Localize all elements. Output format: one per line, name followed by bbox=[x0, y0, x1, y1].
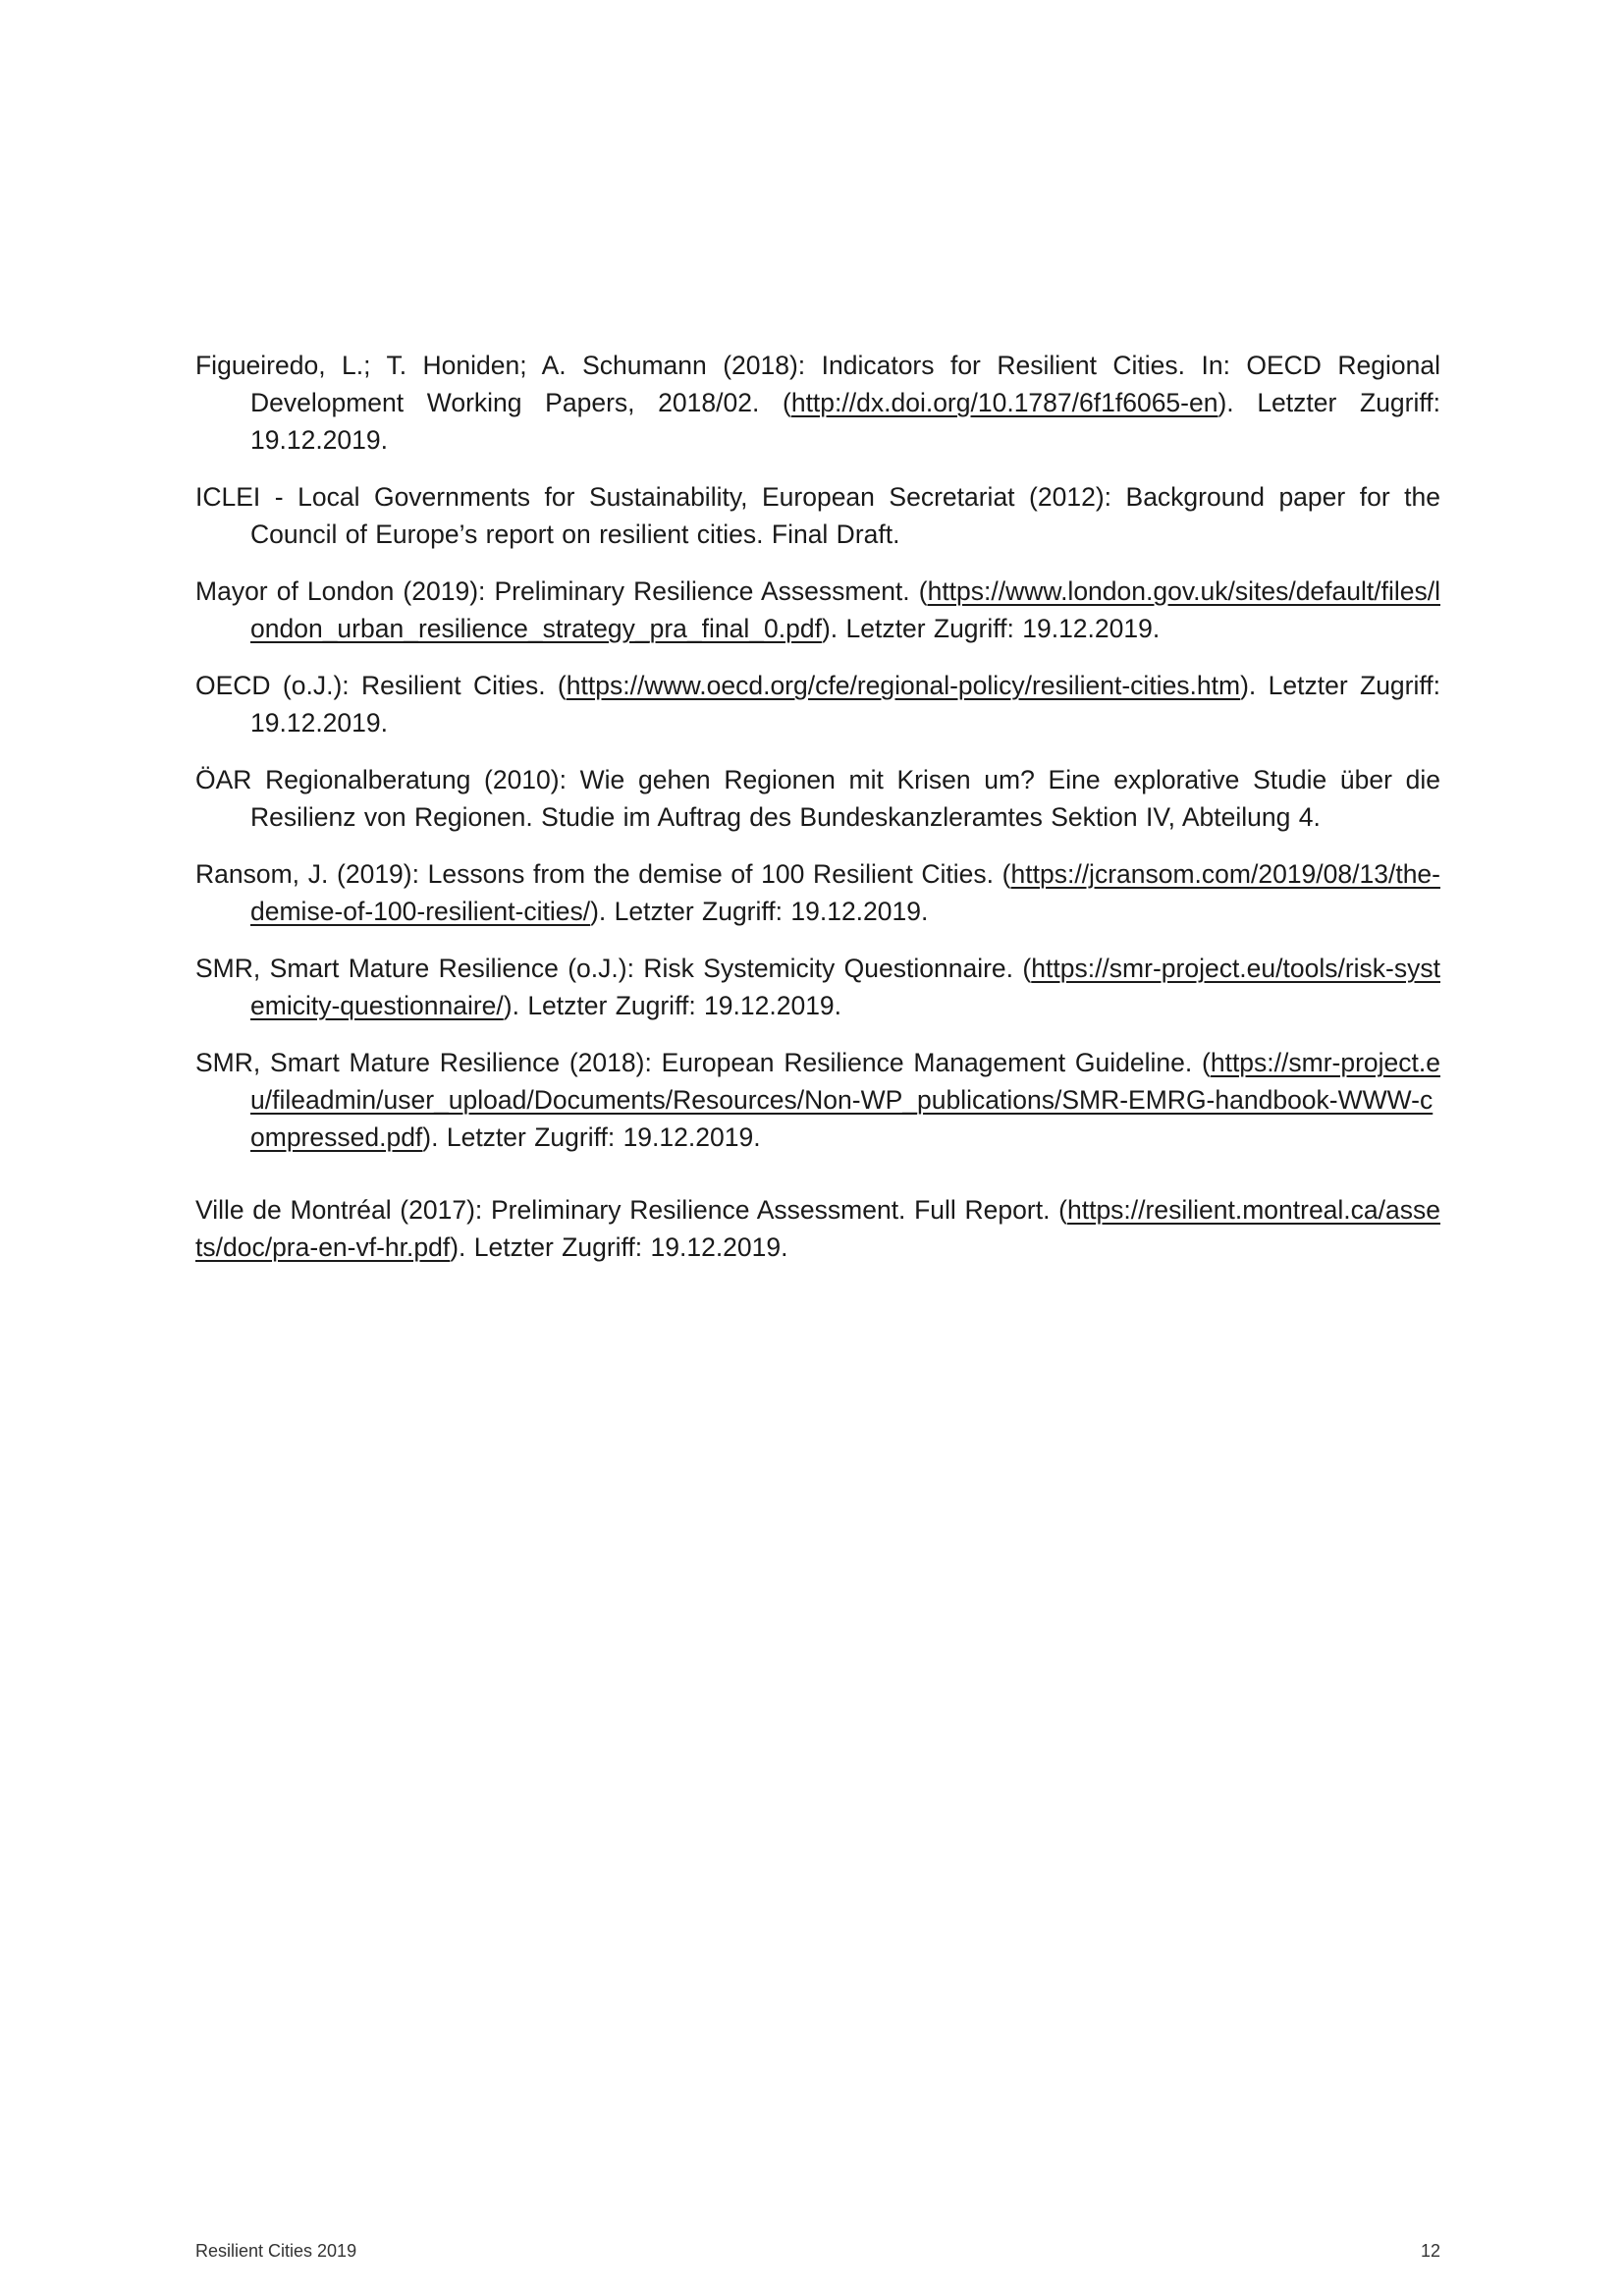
reference-list bbox=[195, 347, 1440, 1285]
reference-text: Ransom, J. (2019): Lessons from the demise of 100 Resilient Cities. ( bbox=[195, 859, 1011, 889]
reference-text: Mayor of London (2019): Preliminary Resilience Assessment. ( bbox=[195, 576, 928, 606]
reference-link[interactable]: https://smr-project.eu/fileadmin/user_upload/Documents/Resources/Non-WP_publications/SMR-EMRG-handbook-WWW-compressed.pdf bbox=[250, 1048, 1440, 1152]
reference-item bbox=[195, 347, 1440, 459]
reference-access-date: ). Letzter Zugriff: 19.12.2019. bbox=[250, 671, 1440, 738]
reference-link[interactable]: https://resilient.montreal.ca/assets/doc/pra-en-vf-hr.pdf bbox=[195, 1195, 1440, 1262]
reference-item bbox=[195, 1191, 1440, 1266]
reference-link[interactable]: https://smr-project.eu/tools/risk-systemicity-questionnaire/ bbox=[250, 954, 1440, 1020]
reference-access-date: ). Letzter Zugriff: 19.12.2019. bbox=[250, 388, 1440, 455]
reference-link[interactable]: https://jcransom.com/2019/08/13/the-demise-of-100-resilient-cities/ bbox=[250, 859, 1440, 926]
reference-text: SMR, Smart Mature Resilience (2018): European Resilience Management Guideline. ( bbox=[195, 1048, 1211, 1077]
footer-title: Resilient Cities 2019 bbox=[195, 2241, 357, 2261]
reference-access-date: ). Letzter Zugriff: 19.12.2019. bbox=[503, 991, 842, 1020]
reference-text: Ville de Montréal (2017): Preliminary Resilience Assessment. Full Report. ( bbox=[195, 1195, 1067, 1225]
reference-item bbox=[195, 1044, 1440, 1156]
reference-link[interactable]: https://www.oecd.org/cfe/regional-policy/resilient-cities.htm bbox=[566, 671, 1241, 700]
reference-access-date: ). Letzter Zugriff: 19.12.2019. bbox=[821, 614, 1161, 643]
reference-access-date: ). Letzter Zugriff: 19.12.2019. bbox=[450, 1232, 788, 1262]
reference-item bbox=[195, 761, 1440, 836]
reference-link[interactable]: https://www.london.gov.uk/sites/default/files/london_urban_resilience_strategy_pra_final_0.pdf bbox=[250, 576, 1440, 643]
reference-link[interactable]: http://dx.doi.org/10.1787/6f1f6065-en bbox=[790, 388, 1218, 417]
page-number: 12 bbox=[1420, 2241, 1440, 2261]
reference-item bbox=[195, 855, 1440, 930]
reference-item bbox=[195, 667, 1440, 741]
reference-access-date: ). Letzter Zugriff: 19.12.2019. bbox=[590, 897, 929, 926]
reference-item bbox=[195, 950, 1440, 1024]
reference-text: Figueiredo, L.; T. Honiden; A. Schumann (2018): Indicators for Resilient Cities. In: OECD Regional Development Working Papers, 2018/02. ( bbox=[195, 351, 1440, 417]
reference-text: ÖAR Regionalberatung (2010): Wie gehen Regionen mit Krisen um? Eine explorative Studie über die Resilienz von Regionen. Studie im Auftrag des Bundeskanzleramtes Sektion IV, Abteilung 4. bbox=[195, 765, 1440, 832]
reference-text: ICLEI - Local Governments for Sustainability, European Secretariat (2012): Background paper for the Council of Europe’s report on resilient cities. Final Draft. bbox=[195, 482, 1440, 549]
reference-text: OECD (o.J.): Resilient Cities. ( bbox=[195, 671, 567, 700]
reference-access-date: ). Letzter Zugriff: 19.12.2019. bbox=[422, 1122, 761, 1152]
reference-item bbox=[195, 478, 1440, 553]
reference-item bbox=[195, 573, 1440, 647]
reference-text: SMR, Smart Mature Resilience (o.J.): Risk Systemicity Questionnaire. ( bbox=[195, 954, 1032, 983]
